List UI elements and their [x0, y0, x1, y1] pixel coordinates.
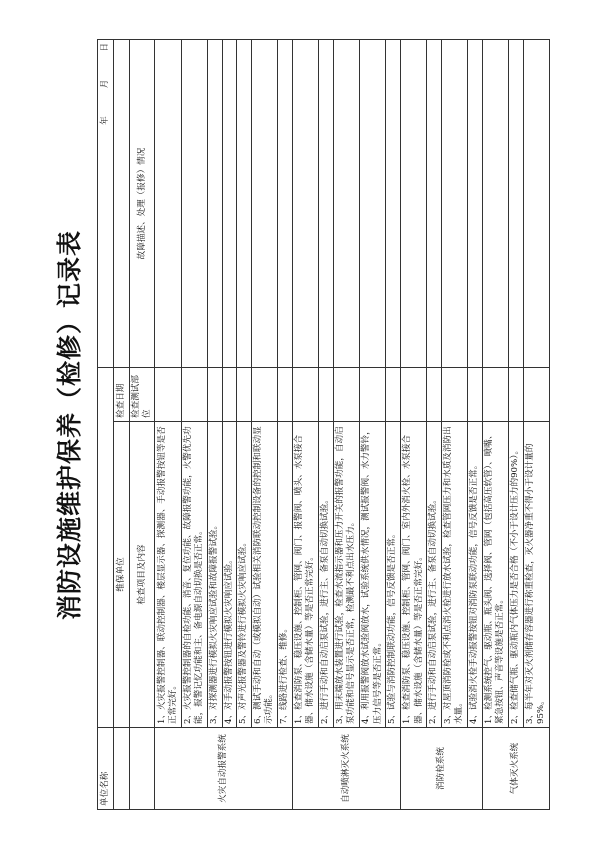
table-row: [207, 40, 222, 810]
date-year-label: 年: [99, 116, 110, 125]
check-item-cell: 3、对屋顶消防栓或不利点消火栓进行放水试验，检查管网压力和水质及消防出水量。: [441, 422, 467, 728]
check-dept-cell[interactable]: [427, 368, 442, 422]
fault-record-cell[interactable]: [319, 40, 334, 368]
check-item-cell: 1、火灾报警控制器、联动控制器、楼层显示器、探测器、手动报警按钮等是否正常完好。: [155, 422, 181, 728]
check-dept-cell[interactable]: [359, 368, 385, 422]
fault-record-cell[interactable]: [155, 40, 181, 368]
fault-record-cell[interactable]: [523, 40, 549, 368]
fault-record-cell[interactable]: [468, 40, 483, 368]
check-dept-cell[interactable]: [386, 368, 401, 422]
system-name-cell: 火灾自动报警系统: [155, 728, 292, 810]
check-item-cell: 2、火灾报警控制器的自检功能、消音、复位功能、故障报警功能，火警优先功能，报警记忆功能和主、备电源自动切换是否正常。: [181, 422, 207, 728]
fault-record-cell[interactable]: [427, 40, 442, 368]
date-field[interactable]: [98, 40, 114, 368]
system-name-cell: 消防栓系统: [400, 728, 482, 810]
table-row: [441, 40, 467, 810]
date-month-label: 月: [99, 79, 110, 89]
fault-description-label: 故障描述、处理（报修）情况: [130, 40, 155, 368]
table-row: [523, 40, 549, 810]
check-dept-cell[interactable]: [508, 368, 523, 422]
check-dept-cell[interactable]: [482, 368, 508, 422]
check-dept-cell[interactable]: [181, 368, 207, 422]
check-dept-cell[interactable]: [237, 368, 252, 422]
check-dept-cell[interactable]: [441, 368, 467, 422]
check-item-cell: 7、线路进行检查、维修。: [278, 422, 293, 728]
table-row: [333, 40, 359, 810]
check-dept-cell[interactable]: [207, 368, 222, 422]
check-items-label: 检查项目及内容: [130, 422, 155, 728]
maint-unit-label: 维保单位: [114, 422, 130, 728]
record-sheet: [50, 40, 550, 810]
fault-record-cell[interactable]: [400, 40, 426, 368]
check-item-cell: 3、用末端放水装置进行试验，检查水流指示器和压力开关的报警功能，自动启泵功能和信号显示是否正常，检测最不利点出水压力。: [333, 422, 359, 728]
check-dept-cell[interactable]: [292, 368, 318, 422]
system-name-cell: 气体灭火系统: [482, 728, 549, 810]
date-day-label: 日: [99, 43, 110, 52]
table-row: [386, 40, 401, 810]
check-item-cell: 4、试验消火栓手动报警按钮对消防泵联动功能，信号反馈是否正常。: [468, 422, 483, 728]
fault-record-cell[interactable]: [292, 40, 318, 368]
check-date-label: 检查日期: [114, 368, 130, 422]
check-dept-cell[interactable]: [251, 368, 277, 422]
maintenance-record-table: [97, 39, 550, 810]
check-item-cell: 6、测试手动和自动（或模拟自动）试验相关消防联动控制设备的控制和联动显示功能。: [251, 422, 277, 728]
check-dept-cell[interactable]: [319, 368, 334, 422]
fault-record-cell[interactable]: [482, 40, 508, 368]
table-row: [222, 40, 237, 810]
check-item-cell: 1、检测系统控气、驱动瓶、瓶头阀、选择阀、管网（包括高压软管）、喷嘴、紧急按钮、声音等设施是否正常。: [482, 422, 508, 728]
check-dept-cell[interactable]: [523, 368, 549, 422]
check-item-cell: 1、检查消防泵、稳压设施、控制柜、管网、阀门、室内外消火栓、水泵接合器、储水设施（含储水量）等是否正常完好。: [400, 422, 426, 728]
fault-record-cell[interactable]: [333, 40, 359, 368]
check-dept-cell[interactable]: [278, 368, 293, 422]
fault-record-cell[interactable]: [441, 40, 467, 368]
fault-record-cell[interactable]: [181, 40, 207, 368]
fault-record-cell[interactable]: [222, 40, 237, 368]
check-date-value[interactable]: [114, 40, 130, 368]
table-row: [400, 40, 426, 810]
table-row: [468, 40, 483, 810]
fault-record-cell[interactable]: [237, 40, 252, 368]
check-dept-cell[interactable]: [333, 368, 359, 422]
fault-record-cell[interactable]: [359, 40, 385, 368]
unit-name-value[interactable]: [98, 368, 114, 728]
header-row-unit: [98, 40, 114, 810]
table-row: [278, 40, 293, 810]
check-dept-label: 检查测试部位: [130, 368, 155, 422]
table-row: [508, 40, 523, 810]
table-row: [319, 40, 334, 810]
check-item-cell: 5、试验与消防控制联动功能，信号反馈是否正常。: [386, 422, 401, 728]
table-row: [181, 40, 207, 810]
header-row-columns: [130, 40, 155, 810]
check-dept-cell[interactable]: [468, 368, 483, 422]
table-row: [359, 40, 385, 810]
fault-record-cell[interactable]: [251, 40, 277, 368]
check-dept-cell[interactable]: [400, 368, 426, 422]
maint-unit-spacer: [114, 728, 130, 810]
table-row: [155, 40, 181, 810]
system-name-cell: 自动喷淋灭火系统: [292, 728, 400, 810]
table-row: [251, 40, 277, 810]
table-row: [292, 40, 318, 810]
document-title: 消防设施维护保养（检修）记录表: [55, 230, 84, 621]
fault-record-cell[interactable]: [508, 40, 523, 368]
check-item-cell: 3、对探测器进行模拟火灾响应试验和故障报警试验。: [207, 422, 222, 728]
table-row: [427, 40, 442, 810]
system-column-spacer: [130, 728, 155, 810]
check-item-cell: 5、对声光报警器及警铃进行模拟火灾响应试验。: [237, 422, 252, 728]
check-item-cell: 4、对手动报警按钮进行模拟火灾响应试验。: [222, 422, 237, 728]
check-item-cell: 1、检查消防泵、稳压设施、控制柜、管网、阀门、报警阀、喷头、水泵接合器、储水设施（含储水量）等是否正常完好。: [292, 422, 318, 728]
table-row: [482, 40, 508, 810]
header-row-maint: [114, 40, 130, 810]
check-item-cell: 2、检查储气瓶、驱动瓶内气体压力是否合格（不小于设计压力的90%）。: [508, 422, 523, 728]
check-item-cell: 2、进行手动和自动启泵试验，进行主、备泵自动切换试验。: [427, 422, 442, 728]
check-dept-cell[interactable]: [155, 368, 181, 422]
check-item-cell: 3、每半年对灭火剂储存容器进行称重检查，灭火器净重不得小于设计量的95%。: [523, 422, 549, 728]
check-item-cell: 2、进行手动和自动启泵试验，进行主、备泵自动切换试验。: [319, 422, 334, 728]
check-dept-cell[interactable]: [222, 368, 237, 422]
fault-record-cell[interactable]: [386, 40, 401, 368]
unit-name-label: 单位名称: [98, 728, 114, 810]
table-row: [237, 40, 252, 810]
check-item-cell: 4、利用报警阀放水试验阀放水，试验系统供水情况，测试报警阀、水力警铃，压力信号等是否正常。: [359, 422, 385, 728]
fault-record-cell[interactable]: [278, 40, 293, 368]
fault-record-cell[interactable]: [207, 40, 222, 368]
